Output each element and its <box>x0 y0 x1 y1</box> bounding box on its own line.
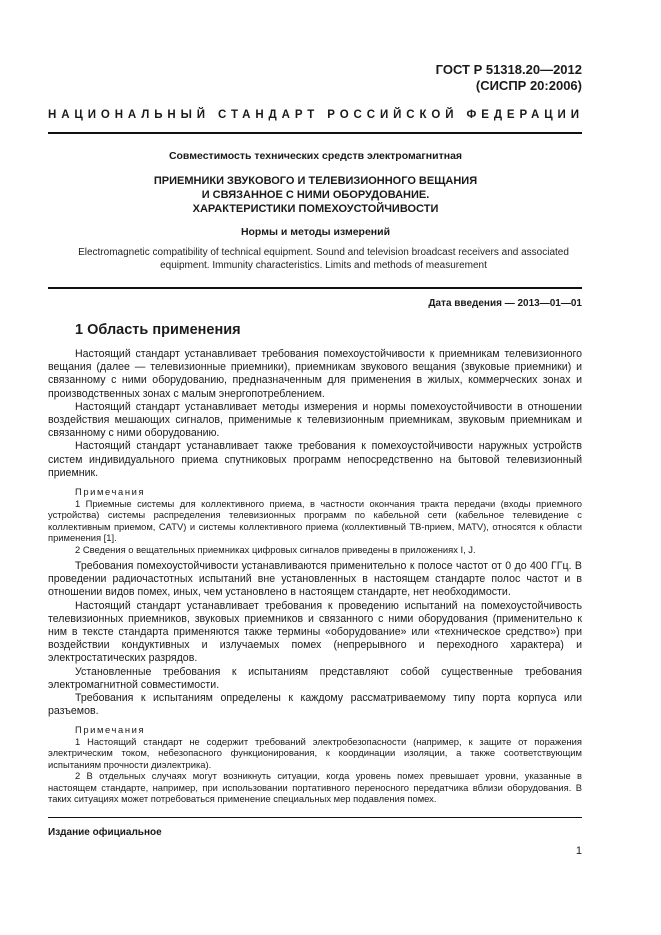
header-rule <box>48 132 582 134</box>
document-designation <box>436 62 582 94</box>
title-rule <box>48 287 582 289</box>
notes-heading-1: Примечания <box>75 486 146 498</box>
section-body <box>48 348 582 805</box>
english-title: Electromagnetic compatibility of technical equipment. Sound and television broadcast receivers and associated equipment. Immunity characteristics. Limits and methods of measurement <box>78 247 569 271</box>
paragraph-3: Настоящий стандарт устанавливает также требования к помехоустойчивости наружных устройств систем индивидуального приема спутниковых программ непосредственно на бытовой телевизионный приемник. <box>48 440 582 479</box>
standard-subject: Совместимость технических средств электромагнитная <box>168 150 463 162</box>
official-publication-label: Издание официальное <box>48 827 162 838</box>
introduction-date: Дата введения — 2013—01—01 <box>428 298 582 309</box>
section-heading: 1 Область применения <box>75 322 241 338</box>
main-title-line-3: ХАРАКТЕРИСТИКИ ПОМЕХОУСТОЙЧИВОСТИ <box>192 203 439 215</box>
paragraph-2: Настоящий стандарт устанавливает методы измерения и нормы помехоустойчивости в отношении воздействия мешающих сигналов, применимые к телевизионным приемникам, звуковым приемникам и связанному с ними оборудованию. <box>48 400 582 440</box>
paragraph-6: Установленные требования к испытаниям представляют собой существенные требования электромагнитной совместимости. <box>48 665 582 691</box>
note-1-2: 2 Сведения о вещательных приемниках цифровых сигналов приведены в приложениях I, J. <box>75 543 476 555</box>
cispr-number: (СИСПР 20:2006) <box>475 78 582 93</box>
norms-subtitle: Нормы и методы измерений <box>240 226 391 238</box>
gost-number: ГОСТ Р 51318.20—2012 <box>435 62 582 77</box>
note-1-1: 1 Приемные системы для коллективного приема, в частности окончания тракта передачи (входы приемного устройства) системы распределения телевизионных программ по кабельной сети (кабельное телевидение с коллективным приемом, CATV) и системы коллективного приема (коллективный ТВ-прием, MATV), относятся к области применения [1]. <box>48 497 582 544</box>
standard-main-title <box>60 174 571 216</box>
paragraph-7: Требования к испытаниям определены к каждому рассматриваемому типу порта корпуса или разъемов. <box>48 692 582 718</box>
footer-rule <box>48 817 582 818</box>
page-number: 1 <box>575 845 582 857</box>
note-2-1: 1 Настоящий стандарт не содержит требований электробезопасности (например, к защите от поражения электрическим током, небезопасного функционирования, к координации изоляции, а также соответствующим испытаниям прочности диэлектрика). <box>48 735 582 770</box>
national-standard-banner: НАЦИОНАЛЬНЫЙ СТАНДАРТ РОССИЙСКОЙ ФЕДЕРАЦИИ <box>48 109 584 121</box>
paragraph-1: Настоящий стандарт устанавливает требования помехоустойчивости к приемникам телевизионного вещания (далее — телевизионные приемники), приемникам звукового вещания (звуковые приемники) и связанному с ними оборудованию, предназначенным для применения в жилых, коммерческих зонах и производственных зонах с малым энергопотреблением. <box>48 348 582 400</box>
paragraph-5: Настоящий стандарт устанавливает требования к проведению испытаний на помехоустойчивость телевизионных приемников, звуковых приемников и связанного с ними оборудования (применительно к ним в тексте стандарта применяются также термины «оборудование» или «техническое средство») при воздействии кондуктивных и излучаемых помех (непрерывного и переходного характера) и электростатических разрядов. <box>48 599 582 665</box>
notes-heading-2: Примечания <box>75 724 146 736</box>
main-title-line-1: ПРИЕМНИКИ ЗВУКОВОГО И ТЕЛЕВИЗИОННОГО ВЕЩАНИЯ <box>153 175 478 187</box>
note-2-2: 2 В отдельных случаях могут возникнуть ситуации, когда уровень помех превышает уровни, указанные в настоящем стандарте, например, при использовании портативного переносного передатчика вблизи оборудования. В таких ситуациях может потребоваться применение специальных мер подавления помех. <box>48 770 582 805</box>
main-title-line-2: И СВЯЗАННОЕ С НИМИ ОБОРУДОВАНИЕ. <box>201 189 430 201</box>
paragraph-4: Требования помехоустойчивости устанавливаются применительно к полосе частот от 0 до 400 ГГц. В проведении радиочастотных испытаний вне установленных в настоящем стандарте полос частот и в отношении видов помех, иных, чем установлено в настоящем стандарте, нет необходимости. <box>48 560 582 599</box>
